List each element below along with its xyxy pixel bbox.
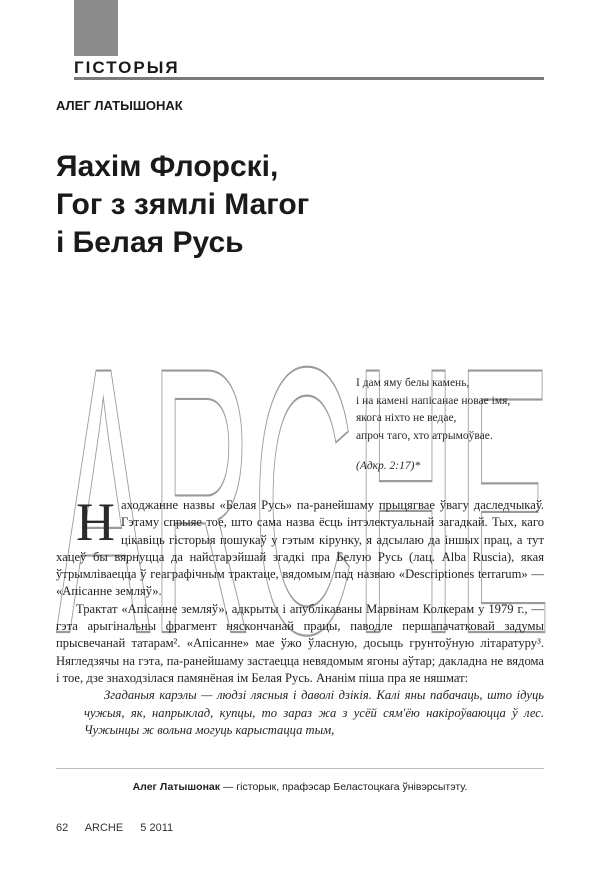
epigraph [356,375,510,476]
epigraph-line: І дам яму белы камень, [356,377,470,389]
section-color-tab [74,0,118,56]
quotation: Згаданыя карэлы — людзі лясныя і даволі дзікія. Калі яны пабачаць, што ідуць чужыя, як, напрыклад, купцы, то зараз жа з усёй сям'ёю накіроўваюцца ў лес. Чужынцы ж вольна могуць карыстацца тым, [84,688,544,737]
title-line-2: Гог з зямлі Магог [56,188,310,221]
epigraph-line: і на камені напісанае новае імя, [356,394,511,407]
article-body [56,492,544,739]
author-footnote [56,781,544,793]
journal-issue: 5 2011 [140,822,174,834]
paragraph-2: Трактат «Апісанне земляў», адкрыты і апублікаваны Марвінам Колкерам у 1979 г., — гэта арыгінальны фрагмент няскончанай працы, паводле першапачатковай задумы прысвечанай татарам². «Апісанне» мае ўжо ўласную, досыць грунтоўную літаратуру³. Нягледзячы на гэта, па-ранейшаму застаецца невядомым ягоны аўтар; дакладна не вядома і тое, дзе знаходзілася памянёная ім Белая Русь. Ананім піша пра яе няшмат: [56,601,544,685]
title-line-3: і Белая Русь [56,226,244,259]
author-name: АЛЕГ ЛАТЫШОНАК [56,98,183,113]
section-label: ГІСТОРЫЯ [74,58,180,77]
footnote-text: — гісторык, прафэсар Беластоцкага ўнівэрсытэту. [220,781,468,793]
section-rule [74,77,544,80]
footnote-rule [56,768,544,769]
epigraph-line: якога ніхто не ведае, [356,412,457,424]
paragraph-1-text: аходжанне назвы «Белая Русь» па-ранейшаму прыцягвае ўвагу даследчыкаў. Гэтаму спрыяе тое, што сама назва ёсць інтэлектуальнай загадкай. Тых, каго цікавіць гісторыя пошукаў у гэтым кірунку, я адсылаю да іншых прац, а тут хацеў бы вярнуцца да найстарэйшай згадкі пра Белую Русь (лац. Alba Ruscia), якая ўтрымліваецца ў геаграфічным трактаце, вядомым пад назваю «Descriptiones terrarum» — «Апісанне земляў». [56,498,544,599]
article-title [56,148,309,262]
title-line-1: Яахім Флорскі, [56,150,279,183]
watermark-text: ARCHE [56,288,551,662]
footnote-author-name: Алег Латышонак [132,781,221,793]
drop-cap: Н [76,492,115,552]
page-number: 62 [56,822,69,834]
epigraph-line: апроч таго, хто атрымоўвае. [356,429,493,442]
journal-name: ARCHE [84,822,124,834]
epigraph-source: (Адкр. 2:17)* [356,460,421,472]
paragraph-1 [56,492,544,601]
page-folio [56,822,187,834]
